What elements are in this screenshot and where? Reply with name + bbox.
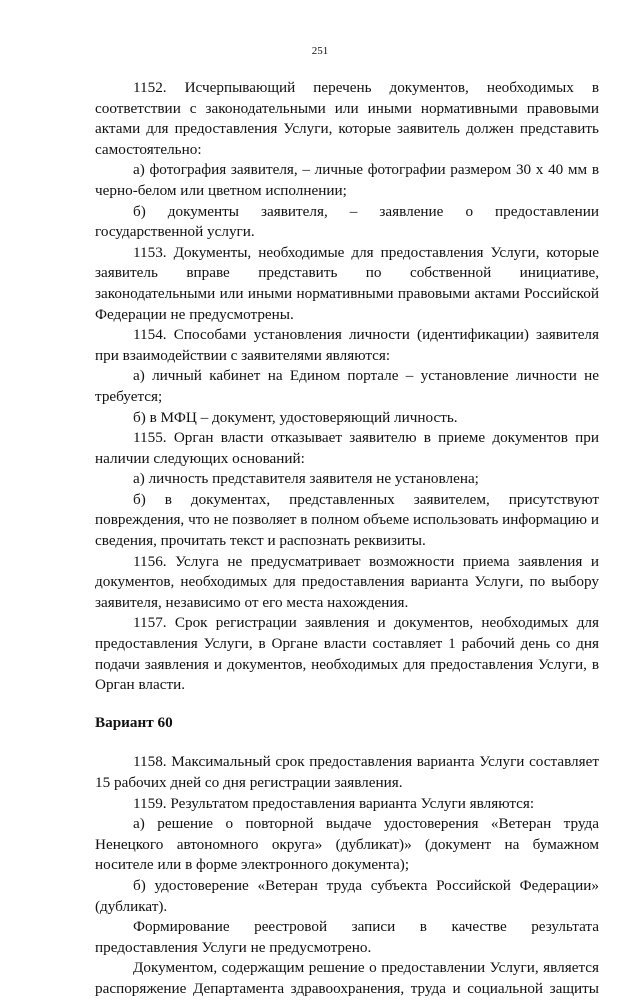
paragraph-1157: 1157. Срок регистрации заявления и документов, необходимых для предоставления Услуги, в Органе власти составляет 1 рабочий день со дня подачи заявления и документов, необходимых для предоставления Услуги, в Орган власти. (95, 614, 599, 694)
paragraph-decision-document: Документом, содержащим решение о предоставлении Услуги, является распоряжение Департамента здравоохранения, труда и социальной защиты (95, 959, 599, 997)
paragraph-1159-b: б) удостоверение «Ветеран труда субъекта Российской Федерации» (дубликат). (95, 876, 599, 915)
section-heading: Вариант 60 (95, 713, 173, 731)
paragraph-1155-a: а) личность представителя заявителя не установлена; (133, 470, 479, 488)
paragraph-1156: 1156. Услуга не предусматривает возможности приема заявления и документов, необходимых для предоставления варианта Услуги, по выбору заявителя, независимо от его места нахождения. (95, 552, 599, 611)
paragraph-1152-a: а) фотография заявителя, – личные фотографии размером 30 х 40 мм в черно-белом или цветном исполнении; (95, 161, 599, 199)
paragraph-1159-a: а) решение о повторной выдаче удостоверения «Ветеран труда Ненецкого автономного округа» (дубликат)» (документ на бумажном носителе или в форме электронного документа); (95, 815, 599, 874)
paragraph-1154-a: а) личный кабинет на Едином портале – установление личности не требуется; (95, 367, 599, 405)
paragraph-1159: 1159. Результатом предоставления варианта Услуги являются: (133, 794, 535, 812)
paragraph-registry-record: Формирование реестровой записи в качестве результата предоставления Услуги не предусмотрено. (95, 918, 599, 956)
paragraph-1152: 1152. Исчерпывающий перечень документов, необходимых в соответствии с законодательными или иными нормативными правовыми актами для предоставления Услуги, которые заявитель должен представить самостоятельно: (95, 79, 599, 158)
paragraph-1155-b: б) в документах, представленных заявителем, присутствуют повреждения, что не позволяет в полном объеме использовать информацию и сведения, прочитать текст и распознать реквизиты. (95, 490, 599, 550)
paragraph-1155: 1155. Орган власти отказывает заявителю в приеме документов при наличии следующих оснований: (95, 429, 599, 467)
paragraph-1154: 1154. Способами установления личности (идентификации) заявителя при взаимодействии с заявителями являются: (95, 326, 599, 364)
paragraph-1153: 1153. Документы, необходимые для предоставления Услуги, которые заявитель вправе представить по собственной инициативе, законодательными или иными нормативными правовыми актами Российской Федерации не предусмотрены. (95, 243, 599, 323)
paragraph-1152-b: б) документы заявителя, – заявление о предоставлении государственной услуги. (95, 202, 599, 241)
paragraph-1154-b: б) в МФЦ – документ, удостоверяющий личность. (133, 408, 458, 426)
page-number: 251 (311, 45, 329, 57)
paragraph-1158: 1158. Максимальный срок предоставления варианта Услуги составляет 15 рабочих дней со дня регистрации заявления. (95, 753, 599, 791)
document-body (95, 78, 599, 1000)
